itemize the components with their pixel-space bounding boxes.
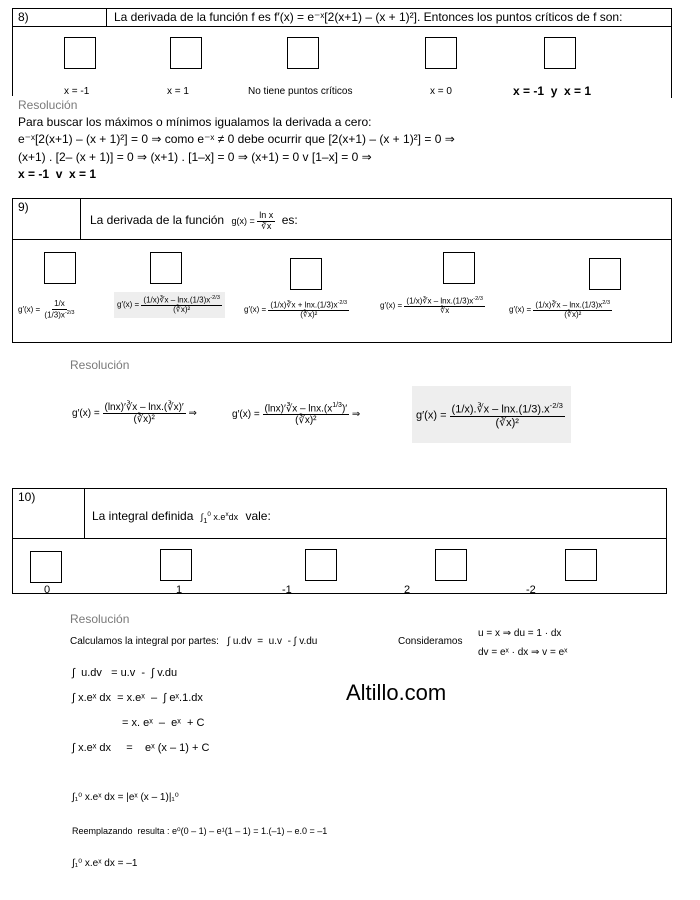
q9-divider bbox=[80, 198, 81, 240]
q8-divider bbox=[106, 8, 107, 27]
q8-resolution-line-1: Para buscar los máximos o mínimos igualamos la derivada a cero: bbox=[18, 115, 372, 129]
q8-options-right-edge bbox=[671, 84, 672, 98]
q10-eval-line: ∫₁⁰ x.eˣ dx = |eˣ (x – 1)|₁⁰ bbox=[72, 792, 179, 803]
q9-step-2: g′(x) = $\frac{(\ln x)'∛x - \ln x.(x^{1/3})'}{\text{(∛x)²}}$ ⇒ bbox=[232, 402, 361, 427]
q9-option-2-formula: g′(x) = $\frac{(1/x)∛x - \ln x.(1/3)x^{-2/3}}{\text{(∛x)²}}$ bbox=[114, 292, 225, 318]
q8-statement: La derivada de la función f es f′(x) = e⁻ˣ[2(x+1) – (x + 1)²]. Entonces los puntos críticos de f son: bbox=[114, 10, 623, 24]
q10-consider-label: Consideramos bbox=[398, 636, 463, 647]
q8-option-2-checkbox[interactable] bbox=[170, 37, 202, 69]
q10-final-line: ∫₁⁰ x.eˣ dx = –1 bbox=[72, 858, 138, 869]
q8-resolution-line-4: x = -1 v x = 1 bbox=[18, 167, 97, 181]
q10-parts-intro: Calculamos la integral por partes: ∫ u.dv = u.v - ∫ v.du bbox=[70, 636, 318, 647]
q10-line-1: ∫ u.dv = u.v - ∫ v.du bbox=[72, 667, 178, 679]
q10-statement bbox=[92, 509, 271, 525]
q10-line-4: ∫ x.eˣ dx = eˣ (x – 1) + C bbox=[72, 742, 210, 754]
q10-option-4-checkbox[interactable] bbox=[435, 549, 467, 581]
q9-option-2-checkbox[interactable] bbox=[150, 252, 182, 284]
q9-step-3: g′(x) = $\frac{(1/x).∛x - \ln x.(1/3).x^{-2/3}}{\text{(∛x)²}}$ bbox=[412, 386, 571, 443]
q9-option-5-checkbox[interactable] bbox=[589, 258, 621, 290]
q8-option-5-label: x = -1 y x = 1 bbox=[513, 84, 592, 98]
q10-line-3: = x. eˣ – eˣ + C bbox=[122, 717, 205, 729]
q8-option-3-label: No tiene puntos críticos bbox=[248, 86, 353, 97]
q10-option-1-checkbox[interactable] bbox=[30, 551, 62, 583]
q9-option-3-formula: g′(x) = $\frac{(1/x)∛x + \ln x.(1/3)x^{-2/3}}{\text{(∛x)²}}$ bbox=[244, 300, 348, 320]
q8-option-1-checkbox[interactable] bbox=[64, 37, 96, 69]
q9-option-1-formula: g′(x) = $\frac{1/x}{(1/3)x^{-2/3}}$ bbox=[18, 299, 75, 320]
q9-statement-suffix: es: bbox=[281, 212, 298, 227]
q8-resolution-line-3: (x+1) . [2– (x + 1)] = 0 ⇒ (x+1) . [1–x] = 0 ⇒ (x+1) = 0 v [1–x] = 0 ⇒ bbox=[18, 150, 372, 164]
q8-resolution-line-2: e⁻ˣ[2(x+1) – (x + 1)²] = 0 ⇒ como e⁻ˣ ≠ 0 debe ocurrir que [2(x+1) – (x + 1)²] = 0 ⇒ bbox=[18, 132, 455, 146]
q9-resolution-label: Resolución bbox=[70, 358, 130, 372]
q8-option-3-checkbox[interactable] bbox=[287, 37, 319, 69]
q9-statement-text: La derivada de la función bbox=[90, 212, 225, 227]
q9-step-1: g′(x) = $\frac{(\ln x)'∛x - \ln x.(∛x)'}{\text{(∛x)²}}$ ⇒ bbox=[72, 402, 197, 425]
q9-statement bbox=[90, 211, 298, 232]
q10-option-3-checkbox[interactable] bbox=[305, 549, 337, 581]
q9-function: g(x) = $\frac{\text{ln x}}{∛x}$ bbox=[231, 210, 274, 231]
q10-line-2: ∫ x.eˣ dx = x.eˣ – ∫ eˣ.1.dx bbox=[72, 692, 203, 704]
q10-number: 10) bbox=[18, 490, 36, 504]
q8-number: 8) bbox=[18, 10, 29, 24]
q10-statement-suffix: vale: bbox=[245, 509, 271, 523]
q9-number: 9) bbox=[18, 200, 29, 214]
q10-option-3-label: -1 bbox=[282, 584, 292, 596]
q10-resolution-label: Resolución bbox=[70, 612, 130, 626]
q10-option-4-label: 2 bbox=[404, 584, 411, 596]
q9-option-1-checkbox[interactable] bbox=[44, 252, 76, 284]
q8-option-1-label: x = -1 bbox=[64, 86, 90, 97]
q9-option-4-checkbox[interactable] bbox=[443, 252, 475, 284]
q10-option-5-checkbox[interactable] bbox=[565, 549, 597, 581]
q9-option-5-formula: g′(x) = $\frac{(1/x)∛x - \ln x.(1/3)x^{2/3}}{\text{(∛x)²}}$ bbox=[509, 300, 611, 320]
q8-option-4-label: x = 0 bbox=[430, 86, 452, 97]
q10-consider-2: dv = eˣ · dx ⇒ v = eˣ bbox=[478, 647, 568, 658]
q9-options-box bbox=[12, 240, 672, 343]
q10-integral: $\int_1^0$ $x.e^xdx$ bbox=[200, 511, 239, 525]
q8-option-2-label: x = 1 bbox=[167, 86, 189, 97]
q10-option-2-checkbox[interactable] bbox=[160, 549, 192, 581]
q8-resolution-label: Resolución bbox=[18, 98, 78, 112]
q10-option-1-label: 0 bbox=[44, 584, 51, 596]
q10-option-2-label: 1 bbox=[176, 584, 183, 596]
q9-option-3-checkbox[interactable] bbox=[290, 258, 322, 290]
q10-replace-line: Reemplazando resulta : e⁰(0 – 1) – e¹(1 – 1) = 1.(–1) – e.0 = –1 bbox=[72, 826, 328, 836]
watermark: Altillo.com bbox=[346, 680, 447, 705]
q9-option-4-formula: g′(x) = $\frac{(1/x)∛x - \ln x.(1/3)x^{-2/3}}{∛x}$ bbox=[380, 296, 483, 316]
q8-option-4-checkbox[interactable] bbox=[425, 37, 457, 69]
q8-option-5-checkbox[interactable] bbox=[544, 37, 576, 69]
q10-statement-text: La integral definida bbox=[92, 509, 194, 523]
q10-consider-1: u = x ⇒ du = 1 · dx bbox=[478, 628, 562, 639]
q10-option-5-label: -2 bbox=[526, 584, 536, 596]
q10-divider bbox=[84, 488, 85, 539]
